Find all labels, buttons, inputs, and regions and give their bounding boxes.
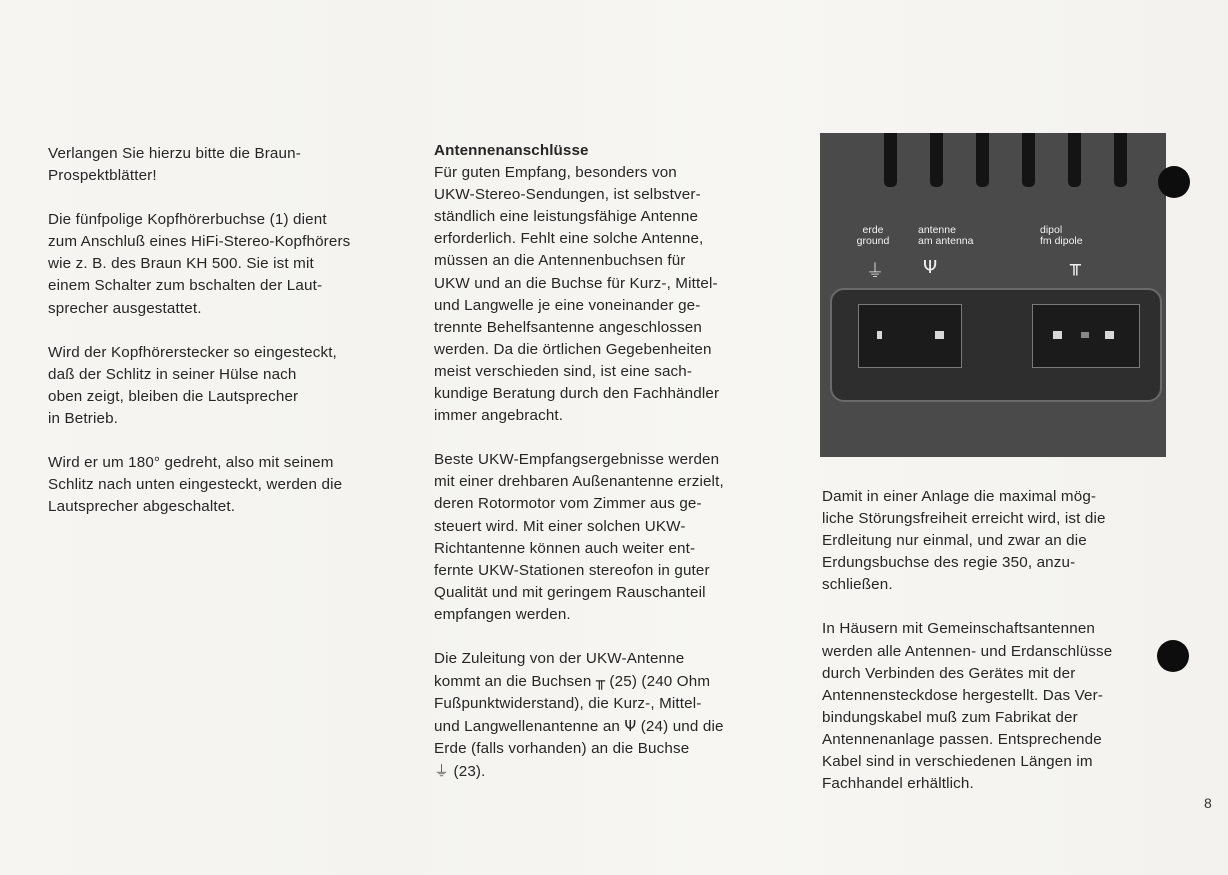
binding-hole-dot bbox=[1158, 166, 1190, 198]
text-line: Fußpunktwiderstand), die Kurz-, Mittel- bbox=[434, 695, 702, 713]
column-right bbox=[822, 486, 1167, 795]
text-line: Fachhandel erhältlich. bbox=[822, 775, 974, 793]
label-line: antenne bbox=[918, 224, 956, 236]
page-number: 8 bbox=[1204, 795, 1212, 811]
dipole-socket-block bbox=[1032, 304, 1140, 368]
text-line: sprecher ausgestattet. bbox=[48, 299, 202, 317]
text-line: Schlitz nach unten eingesteckt, werden die bbox=[48, 476, 343, 494]
text-line: Qualität und mit geringem Rauschanteil bbox=[434, 583, 706, 601]
text-line: Erde (falls vorhanden) an die Buchse bbox=[434, 740, 690, 758]
vent-slot bbox=[1114, 133, 1127, 187]
text-line: (25) (240 Ohm bbox=[605, 673, 711, 691]
column-middle bbox=[434, 140, 784, 784]
text-line: trennte Behelfsantenne angeschlossen bbox=[434, 318, 702, 336]
text-line: Richtantenne können auch weiter ent- bbox=[434, 539, 696, 557]
text-line: kundige Beratung durch den Fachhändler bbox=[434, 385, 720, 403]
paragraph-plug-rotated bbox=[48, 452, 408, 518]
text-line: ständlich eine leistungsfähige Antenne bbox=[434, 208, 699, 226]
text-line: In Häusern mit Gemeinschaftsantennen bbox=[822, 620, 1096, 638]
text-line: wie z. B. des Braun KH 500. Sie ist mit bbox=[48, 255, 314, 273]
text-line: (24) und die bbox=[636, 718, 724, 736]
text-line: liche Störungsfreiheit erreicht wird, ist die bbox=[822, 510, 1106, 528]
ground-label bbox=[842, 225, 904, 247]
paragraph-community-antenna bbox=[822, 618, 1167, 795]
text-line: oben zeigt, bleiben die Lautsprecher bbox=[48, 387, 299, 405]
text-line: und Langwellenantenne an bbox=[434, 718, 625, 736]
text-line: schließen. bbox=[822, 576, 893, 594]
text-line: mit einer drehbaren Außenantenne erzielt, bbox=[434, 473, 724, 491]
text-line: werden alle Antennen- und Erdanschlüsse bbox=[822, 642, 1113, 660]
dipole-center-marker bbox=[1081, 332, 1089, 338]
text-line: UKW und an die Buchse für Kurz-, Mittel- bbox=[434, 274, 718, 292]
vent-slot bbox=[976, 133, 989, 187]
text-line: Verlangen Sie hierzu bitte die Braun- bbox=[48, 145, 301, 162]
text-line: Lautsprecher abgeschaltet. bbox=[48, 498, 236, 516]
text-line: (23). bbox=[449, 763, 486, 781]
text-line: bindungskabel muß zum Fabrikat der bbox=[822, 708, 1078, 726]
text-line: Kabel sind in verschiedenen Längen im bbox=[822, 753, 1093, 771]
text-line: müssen an die Antennenbuchsen für bbox=[434, 252, 686, 270]
vent-slot bbox=[1068, 133, 1081, 187]
ground-antenna-socket-block bbox=[858, 304, 962, 368]
dipole-label bbox=[1040, 225, 1120, 247]
text-line: zum Anschluß eines HiFi-Stereo-Kopfhörers bbox=[48, 233, 351, 251]
text-line: Für guten Empfang, besonders von bbox=[434, 164, 677, 182]
antenna-symbol-icon: Ψ bbox=[624, 717, 637, 736]
vent-slot bbox=[1022, 133, 1035, 187]
dipole-symbol-icon: ╥ bbox=[595, 672, 606, 691]
text-line: fernte UKW-Stationen stereofon in guter bbox=[434, 561, 710, 579]
text-line: steuert wird. Mit einer solchen UKW- bbox=[434, 517, 686, 535]
label-line: dipol bbox=[1040, 224, 1063, 236]
text-line: Erdleitung nur einmal, und zwar an die bbox=[822, 532, 1087, 550]
ground-symbol-icon: ⏚ bbox=[434, 762, 450, 781]
vent-slot bbox=[930, 133, 943, 187]
text-line: einem Schalter zum bschalten der Laut- bbox=[48, 277, 323, 295]
paragraph-antenna-connection bbox=[434, 648, 784, 784]
text-line: Wird der Kopfhörerstecker so eingesteckt, bbox=[48, 343, 337, 361]
text-line: Antennenanlage passen. Entsprechende bbox=[822, 730, 1102, 748]
text-line: erforderlich. Fehlt eine solche Antenne, bbox=[434, 230, 704, 248]
text-line: Prospektblätter! bbox=[48, 167, 157, 185]
paragraph-headphone-socket bbox=[48, 209, 408, 319]
vent-slot bbox=[884, 133, 897, 187]
antenna-socket-pin bbox=[935, 331, 944, 339]
paragraph-brochure bbox=[48, 143, 408, 187]
ground-symbol-icon: ⏚ bbox=[866, 261, 884, 282]
text-line: immer angebracht. bbox=[434, 407, 564, 425]
text-line: Beste UKW-Empfangsergebnisse werden bbox=[434, 451, 720, 469]
socket-plate bbox=[830, 288, 1162, 402]
paragraph-outdoor-antenna bbox=[434, 449, 784, 626]
text-line: daß der Schlitz in seiner Hülse nach bbox=[48, 365, 297, 383]
label-line: erde bbox=[862, 224, 884, 236]
text-line: durch Verbinden des Gerätes mit der bbox=[822, 664, 1076, 682]
text-line: werden. Da die örtlichen Gegebenheiten bbox=[434, 340, 712, 358]
column-left bbox=[48, 143, 408, 518]
text-line: empfangen werden. bbox=[434, 605, 571, 623]
dipole-socket-pin bbox=[1053, 331, 1062, 339]
text-line: Antennensteckdose hergestellt. Das Ver- bbox=[822, 686, 1104, 704]
ground-socket-pin bbox=[877, 331, 882, 339]
label-line: fm dipole bbox=[1040, 235, 1083, 247]
text-line: Die fünfpolige Kopfhörerbuchse (1) dient bbox=[48, 211, 327, 229]
text-line: kommt an die Buchsen bbox=[434, 673, 596, 691]
dipole-symbol-icon: ╥ bbox=[1070, 255, 1081, 276]
paragraph-grounding bbox=[822, 486, 1167, 596]
text-line: meist verschieden sind, ist eine sach- bbox=[434, 362, 693, 380]
text-line: Erdungsbuchse des regie 350, anzu- bbox=[822, 554, 1076, 572]
dipole-socket-pin bbox=[1105, 331, 1114, 339]
text-line: Die Zuleitung von der UKW-Antenne bbox=[434, 649, 685, 667]
antenna-label bbox=[918, 225, 998, 247]
section-heading: Antennenanschlüsse bbox=[434, 142, 589, 159]
antenna-symbol-icon: Ψ bbox=[923, 257, 938, 278]
paragraph-plug-slot-up bbox=[48, 342, 408, 430]
label-line: ground bbox=[856, 235, 890, 247]
label-line: am antenna bbox=[918, 235, 974, 247]
text-line: und Langwelle je eine voneinander ge- bbox=[434, 296, 701, 314]
antenna-section bbox=[434, 140, 784, 427]
text-line: UKW-Stereo-Sendungen, ist selbstver- bbox=[434, 186, 701, 204]
text-line: deren Rotormotor vom Zimmer aus ge- bbox=[434, 495, 702, 513]
text-line: Wird er um 180° gedreht, also mit seinem bbox=[48, 454, 334, 472]
text-line: in Betrieb. bbox=[48, 409, 119, 427]
antenna-sockets-photo bbox=[820, 133, 1166, 457]
text-line: Damit in einer Anlage die maximal mög- bbox=[822, 488, 1097, 505]
